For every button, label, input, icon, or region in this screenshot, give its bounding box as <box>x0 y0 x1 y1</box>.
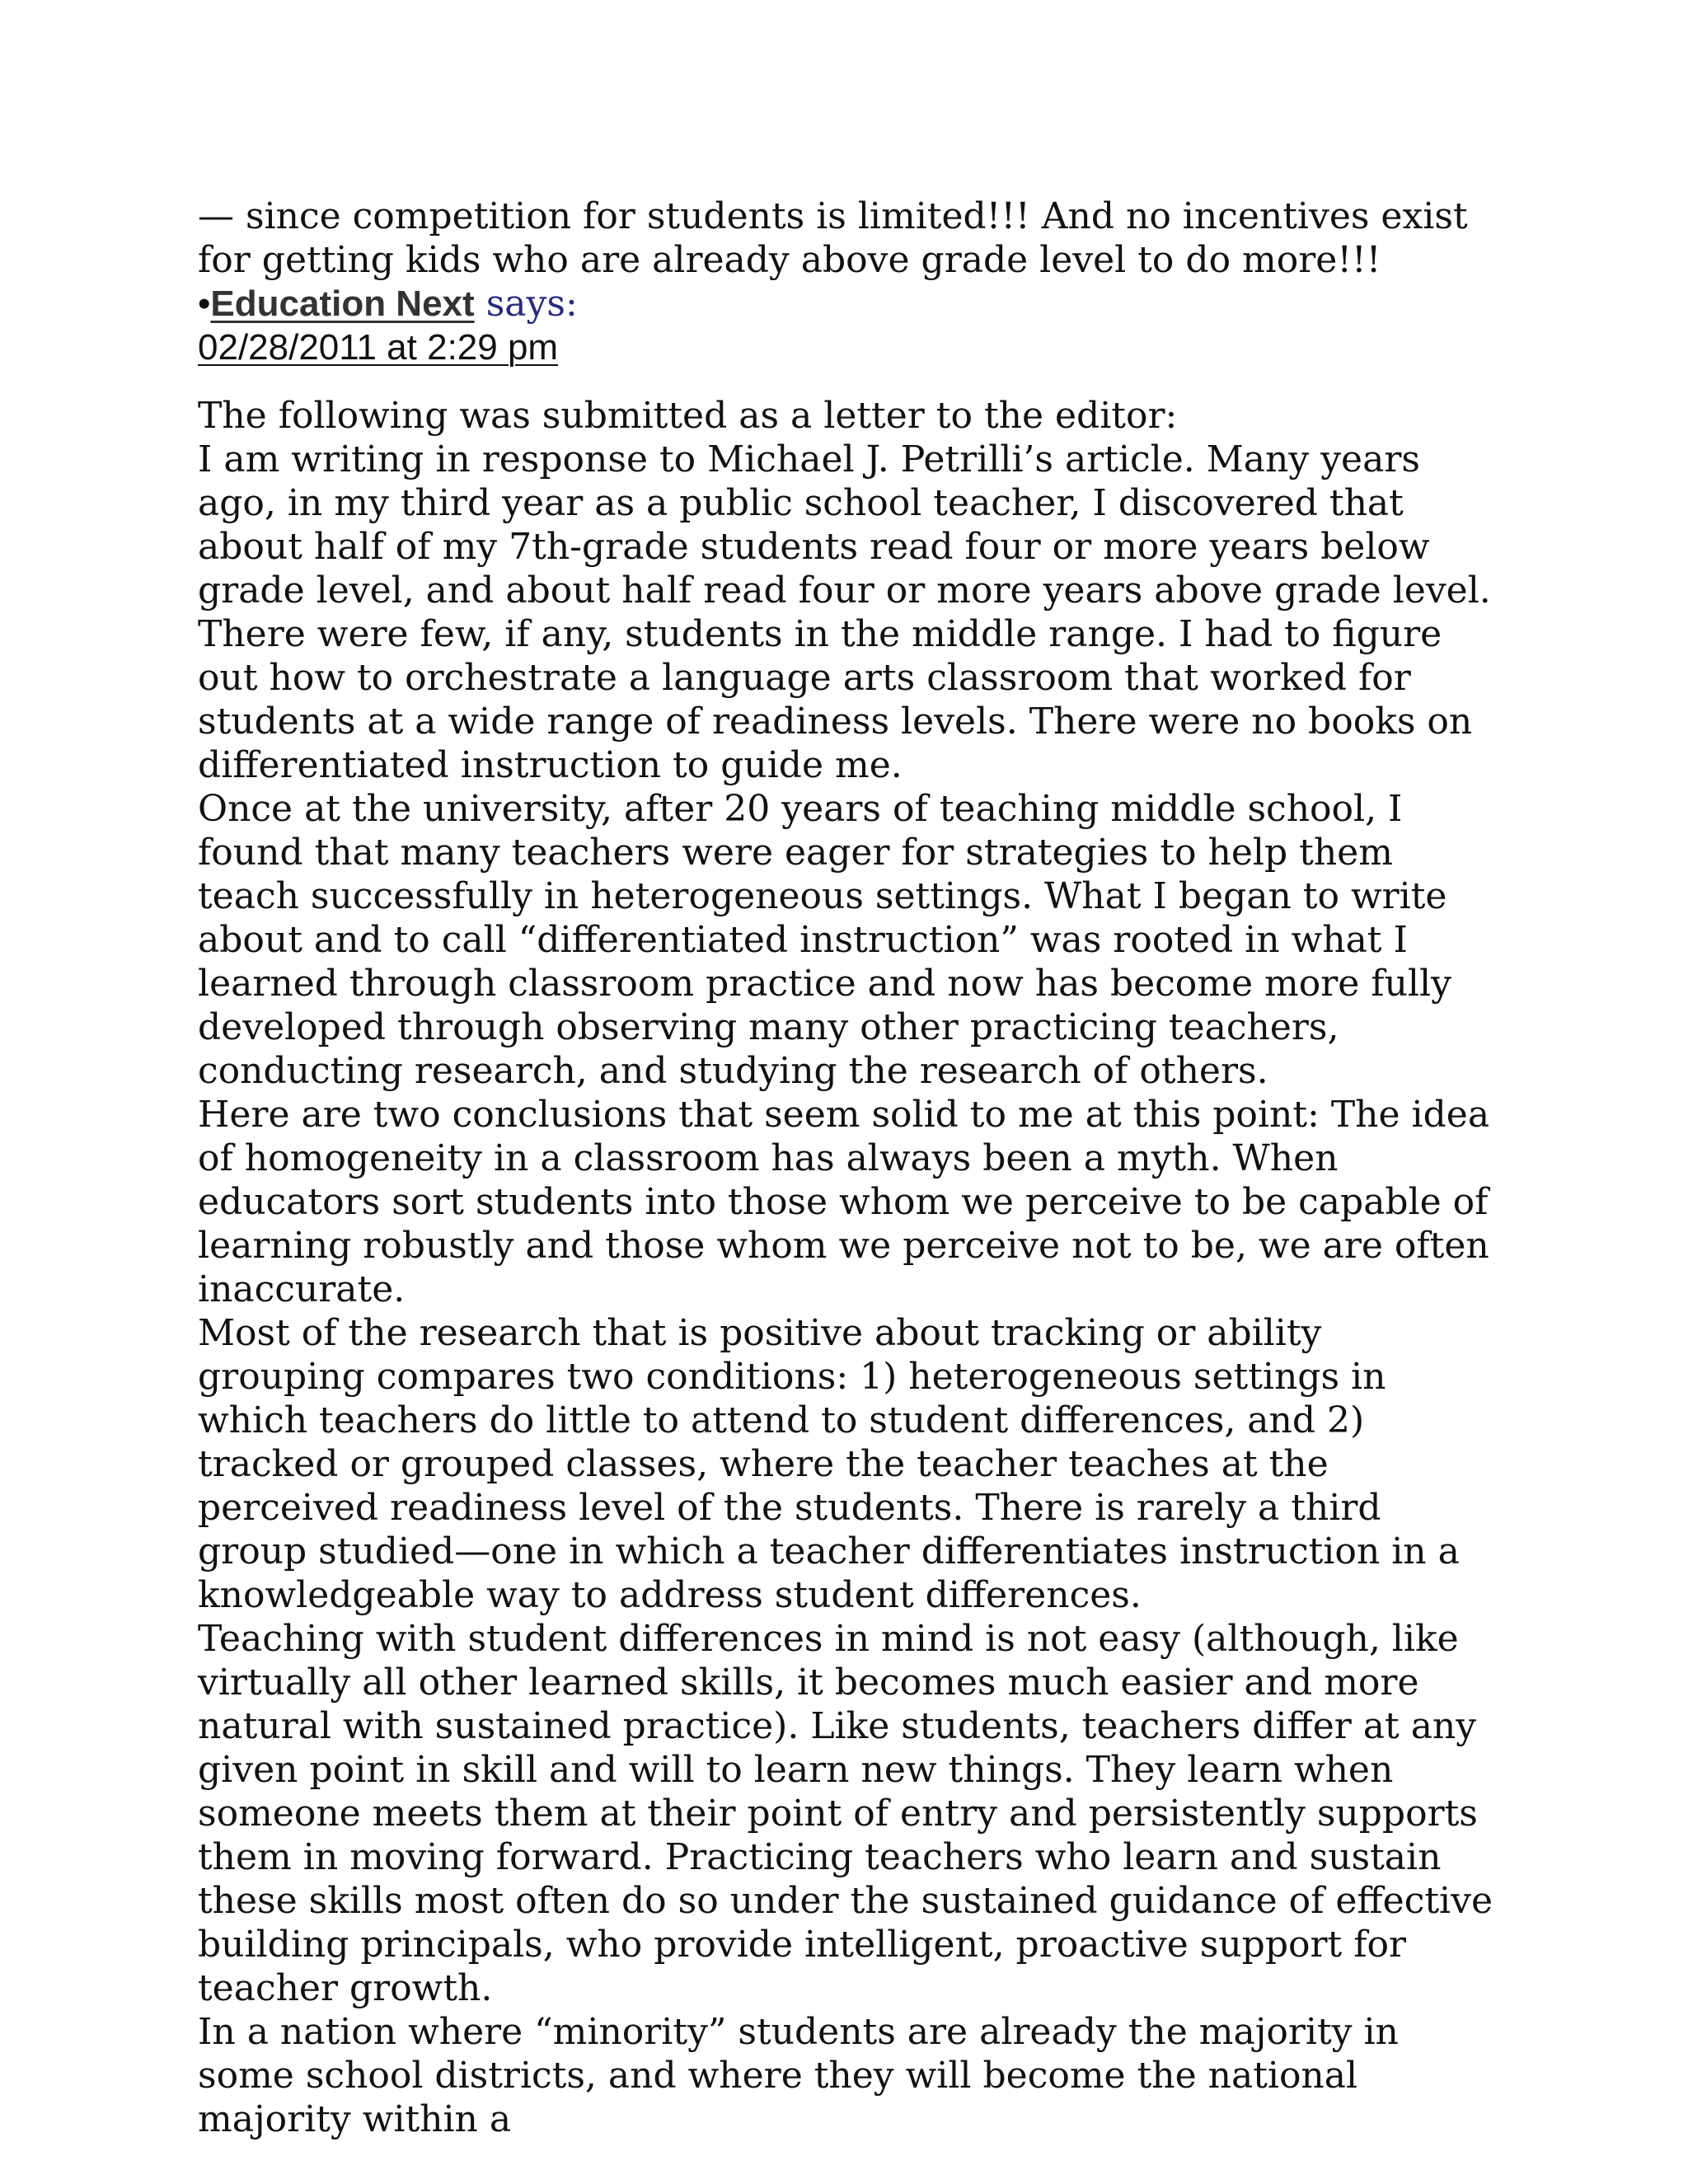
comment-paragraph-intro: The following was submitted as a letter to the editor: <box>198 395 1178 437</box>
document-page <box>198 194 1500 2141</box>
comment-author-line <box>198 282 1500 326</box>
comment-date-link[interactable]: 02/28/2011 at 2:29 pm <box>198 327 559 368</box>
says-label: says: <box>485 283 578 325</box>
comment-paragraph: Once at the university, after 20 years of teaching middle school, I found that many teachers were eager for strategies to help them teach successfully in heterogeneous settings. What I began to write about and to call “differentiated instruction” was rooted in what I learned through classroom practice and now has become more fully developed through observing many other practicing teachers, conducting research, and studying the research of others. <box>198 788 1451 1092</box>
author-link[interactable]: Education Next <box>210 284 475 324</box>
previous-comment-tail: — since competition for students is limited!!! And no incentives exist for getting kids who are already above grade level to do more!!! <box>198 195 1468 281</box>
spacer <box>198 369 1500 394</box>
comment-paragraph: Teaching with student differences in mind is not easy (although, like virtually all other learned skills, it becomes much easier and more natural with sustained practice). Like students, teachers differ at any given point in skill and will to learn new things. They learn when someone meets them at their point of entry and persistently supports them in moving forward. Practicing teachers who learn and sustain these skills most often do so under the sustained guidance of effective building principals, who provide intelligent, proactive support for teacher growth. <box>198 1618 1493 2009</box>
comment-paragraph: I am writing in response to Michael J. Petrilli’s article. Many years ago, in my third year as a public school teacher, I discovered that about half of my 7th-grade students read four or more years below grade level, and about half read four or more years above grade level. There were few, if any, students in the middle range. I had to figure out how to orchestrate a language arts classroom that worked for students at a wide range of readiness levels. There were no books on differentiated instruction to guide me. <box>198 438 1491 786</box>
comment-paragraph: In a nation where “minority” students are already the majority in some school districts, and where they will become the national majority within a <box>198 2011 1399 2140</box>
comment-paragraph: Here are two conclusions that seem solid to me at this point: The idea of homogeneity in a classroom has always been a myth. When educators sort students into those whom we perceive to be capable of learning robustly and those whom we perceive not to be, we are often inaccurate. <box>198 1094 1490 1310</box>
comment-paragraph: Most of the research that is positive about tracking or ability grouping compares two conditions: 1) heterogeneous settings in which teachers do little to attend to student differences, and 2) tracked or grouped classes, where the teacher teaches at the perceived readiness level of the students. There is rarely a third group studied—one in which a teacher differentiates instruction in a knowledgeable way to address student differences. <box>198 1312 1460 1616</box>
comment-date-line <box>198 326 1500 369</box>
bullet-marker: • <box>198 284 211 324</box>
